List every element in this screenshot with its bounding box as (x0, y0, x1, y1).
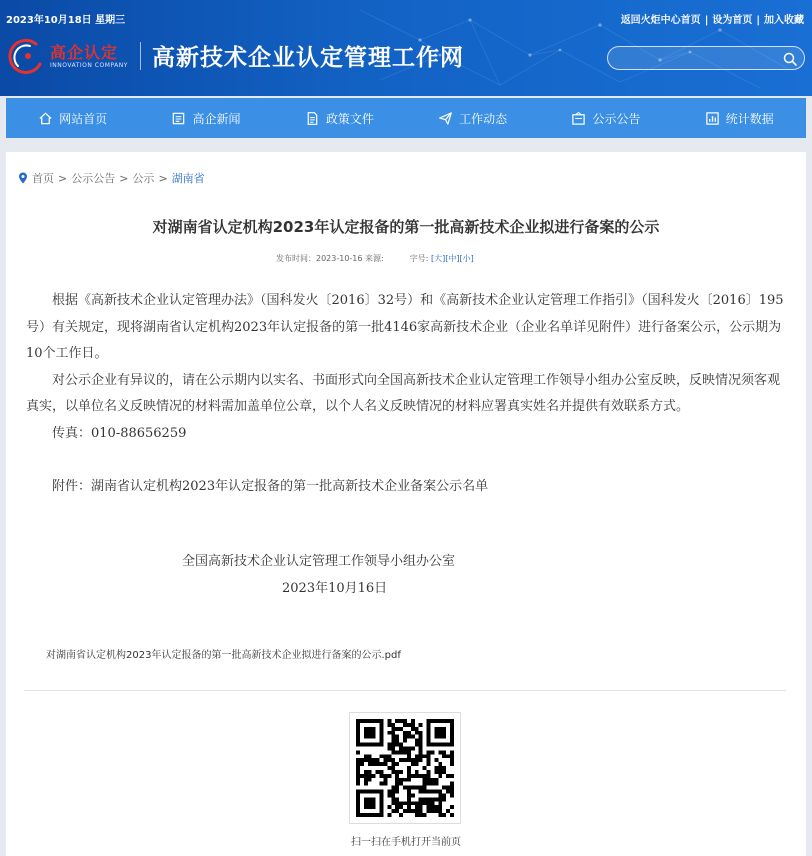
nav-item-news[interactable] (139, 98, 272, 138)
nav-item-label: 网站首页 (59, 111, 108, 126)
publish-info: 发布时间：2023-10-16 来源: (276, 254, 384, 263)
section-divider (24, 690, 786, 691)
site-title: 高新技术企业认定管理工作网 (152, 44, 464, 71)
logo-emblem-icon (6, 36, 46, 76)
main-nav (6, 98, 806, 138)
nav-item-announcement[interactable] (539, 98, 672, 138)
top-links (621, 11, 804, 26)
breadcrumb-separator: > (119, 171, 129, 185)
chart-icon (705, 111, 720, 126)
signature-date: 2023年10月16日 (282, 581, 388, 596)
nav-item-label: 统计数据 (725, 111, 774, 126)
article-paragraph: 根据《高新技术企业认定管理办法》（国科发火〔2016〕32号）和《高新技术企业认定管理工作指引》（国科发火〔2016〕195号）有关规定，现将湖南省认定机构2023年认定报备的第一批4146家高新技术企业（企业名单详见附件）进行备案公示，公示期为10个工作日。 (26, 293, 784, 361)
attachment-line: 附件：湖南省认定机构2023年认定报备的第一批高新技术企业备案公示名单 (52, 478, 489, 494)
breadcrumb-home[interactable]: 首页 (32, 172, 54, 185)
search-box (607, 46, 805, 70)
font-size-label: 字号: (409, 254, 429, 263)
qr-code-image (356, 719, 454, 817)
breadcrumb-separator: > (158, 171, 168, 185)
breadcrumb-announcements[interactable]: 公示公告 (71, 172, 116, 185)
nav-item-statistics[interactable] (673, 98, 806, 138)
home-icon (38, 111, 53, 126)
breadcrumb-public-notice[interactable]: 公示 (132, 172, 155, 185)
fax-line: 传真：010-88656259 (52, 425, 187, 441)
document-icon (305, 111, 320, 126)
breadcrumb (18, 170, 205, 186)
attachment-pdf-link[interactable]: 对湖南省认定机构2023年认定报备的第一批高新技术企业拟进行备案的公示.pdf (46, 650, 401, 661)
article-meta (276, 253, 474, 264)
top-bar (0, 0, 812, 28)
signature-org: 全国高新技术企业认定管理工作领导小组办公室 (182, 554, 456, 569)
breadcrumb-current[interactable]: 湖南省 (171, 172, 205, 185)
logo-subtitle: INNOVATION COMPANY (50, 62, 128, 69)
set-homepage-link[interactable]: 设为首页 (712, 15, 753, 26)
separator: | (756, 15, 760, 26)
nav-item-label: 工作动态 (459, 111, 508, 126)
nav-item-policy[interactable] (273, 98, 406, 138)
nav-item-label: 高企新闻 (192, 111, 241, 126)
logo-brand-text: 高企认定 (50, 43, 119, 62)
nav-item-home[interactable] (6, 98, 139, 138)
location-pin-icon (18, 172, 28, 184)
article-paragraph: 对公示企业有异议的，请在公示期内以实名、书面形式向全国高新技术企业认定管理工作领导小组办公室反映，反映情况须客观真实，以单位名义反映情况的材料需加盖单位公章，以个人名义反映情况的材料应署真实姓名并提供有效联系方式。 (26, 372, 781, 414)
site-header (0, 0, 812, 96)
site-logo[interactable] (6, 36, 136, 76)
search-input[interactable] (618, 50, 778, 66)
current-date: 2023年10月18日 星期三 (6, 15, 126, 26)
font-size-large-button[interactable]: [大] (430, 254, 446, 263)
article-body (26, 288, 784, 500)
article-container (6, 152, 806, 856)
send-icon (438, 111, 453, 126)
font-size-medium-button[interactable]: [中] (445, 254, 460, 263)
nav-item-label: 政策文件 (325, 111, 374, 126)
font-size-small-button[interactable]: [小] (459, 254, 474, 263)
logo-divider (140, 42, 141, 70)
add-favorite-link[interactable]: 加入收藏 (764, 15, 804, 26)
qr-caption: 扫一扫在手机打开当前页 (351, 837, 461, 848)
nav-item-label: 公示公告 (592, 111, 641, 126)
breadcrumb-separator: > (58, 171, 68, 185)
news-icon (171, 111, 186, 126)
search-icon[interactable] (782, 51, 798, 67)
article-title: 对湖南省认定机构2023年认定报备的第一批高新技术企业拟进行备案的公示 (152, 218, 660, 236)
home-center-link[interactable]: 返回火炬中心首页 (620, 15, 701, 26)
separator: | (704, 15, 709, 26)
qr-code (349, 712, 461, 824)
announcement-icon (571, 111, 586, 126)
nav-item-work-news[interactable] (406, 98, 539, 138)
